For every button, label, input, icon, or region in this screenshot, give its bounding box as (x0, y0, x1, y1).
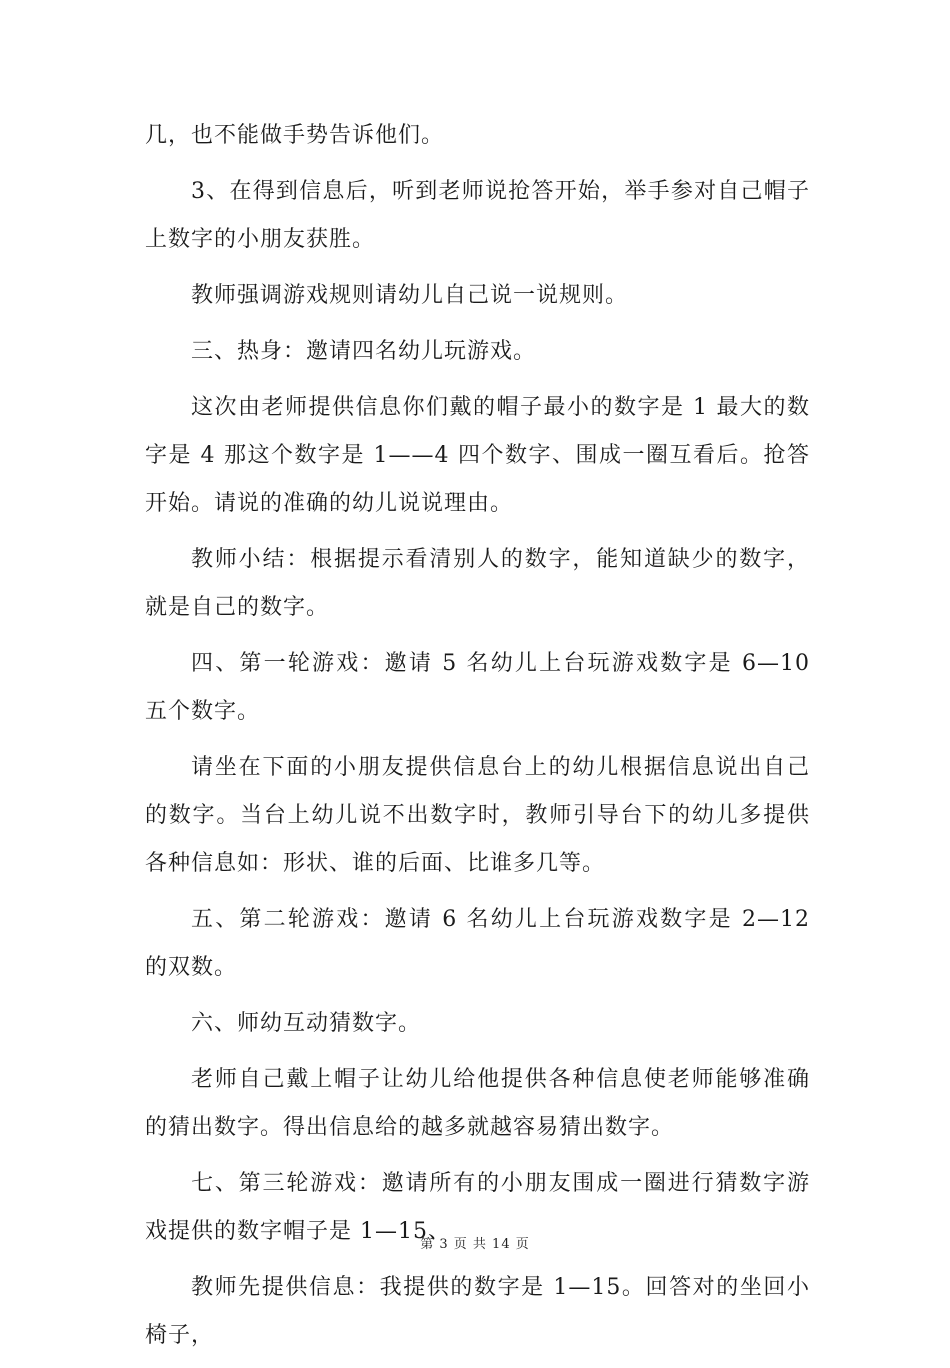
section-heading: 七、第三轮游戏：邀请所有的小朋友围成一圈进行猜数字游戏提供的数字帽子是 1—15、 (145, 1171, 810, 1244)
paragraph: 教师先提供信息：我提供的数字是 1—15。回答对的坐回小椅子， (145, 1275, 810, 1348)
section-heading: 三、热身：邀请四名幼儿玩游戏。 (191, 339, 537, 364)
paragraph: 这次由老师提供信息你们戴的帽子最小的数字是 1 最大的数字是 4 那这个数字是 1——4 四个数字、围成一圈互看后。抢答开始。请说的准确的幼儿说说理由。 (145, 395, 810, 516)
paragraph: 老师自己戴上帽子让幼儿给他提供各种信息使老师能够准确的猜出数字。得出信息给的越多就越容易猜出数字。 (145, 1067, 810, 1140)
paragraph: 教师小结：根据提示看清别人的数字，能知道缺少的数字，就是自己的数字。 (145, 547, 810, 620)
section-heading: 四、第一轮游戏：邀请 5 名幼儿上台玩游戏数字是 6—10 五个数字。 (145, 651, 810, 724)
page-footer: 第 3 页 共 14 页 (420, 1237, 530, 1252)
section-heading: 六、师幼互动猜数字。 (191, 1011, 422, 1036)
paragraph: 请坐在下面的小朋友提供信息台上的幼儿根据信息说出自己的数字。当台上幼儿说不出数字时，教师引导台下的幼儿多提供各种信息如：形状、谁的后面、比谁多几等。 (145, 755, 810, 876)
paragraph: 几，也不能做手势告诉他们。 (145, 123, 445, 148)
paragraph: 3、在得到信息后，听到老师说抢答开始，举手参对自己帽子上数字的小朋友获胜。 (145, 179, 810, 252)
paragraph: 教师强调游戏规则请幼儿自己说一说规则。 (191, 283, 629, 308)
document-body (145, 112, 810, 1368)
section-heading: 五、第二轮游戏：邀请 6 名幼儿上台玩游戏数字是 2—12 的双数。 (145, 907, 810, 980)
